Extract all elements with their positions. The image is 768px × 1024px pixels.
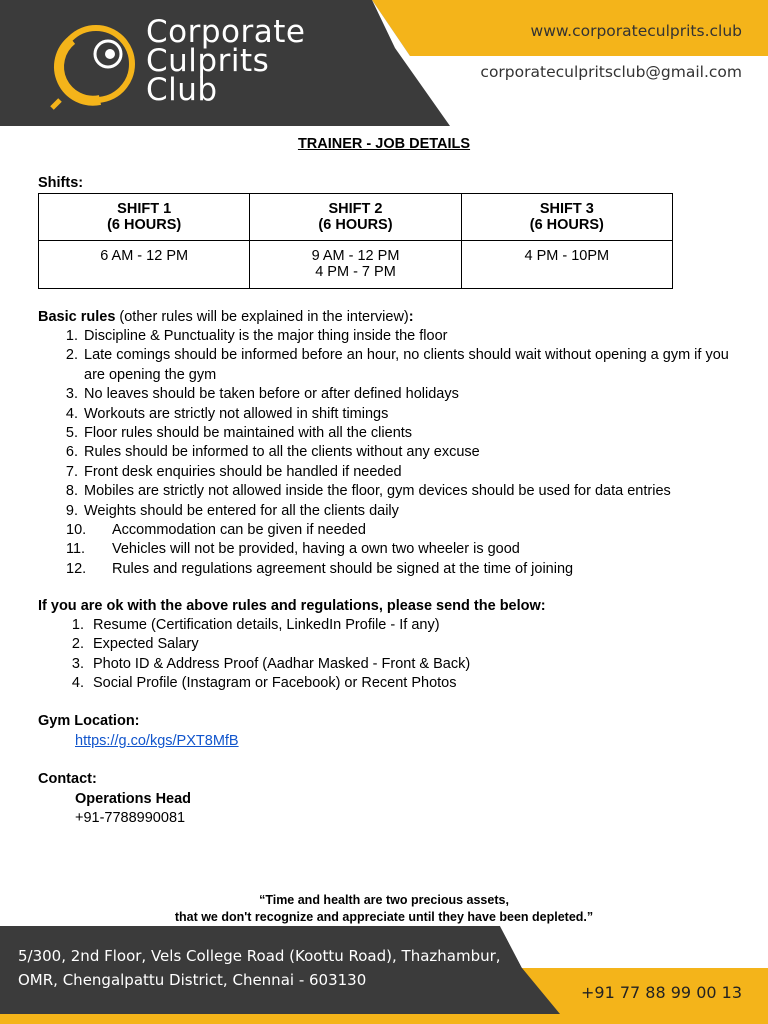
list-text: Rules and regulations agreement should be signed at the time of joining: [112, 560, 574, 577]
list-item: [62, 540, 752, 559]
list-text: Photo ID & Address Proof (Aadhar Masked - Front & Back): [93, 655, 471, 672]
list-number: 4.: [71, 675, 84, 692]
list-number: 9.: [65, 502, 78, 519]
list-number: 1.: [71, 617, 84, 633]
list-text: No leaves should be taken before or after defined holidays: [84, 386, 459, 403]
shift-time-cell: [461, 241, 672, 289]
list-text: Resume (Certification details, LinkedIn Profile - If any): [93, 617, 440, 633]
list-number: 6.: [65, 444, 78, 461]
list-text: Discipline & Punctuality is the major thing inside the floor: [84, 328, 448, 344]
quote-line-1: “Time and health are two precious assets,: [259, 893, 509, 907]
list-number: 4.: [65, 405, 78, 422]
list-number: 7.: [65, 463, 78, 480]
shifts-time-row: [39, 241, 673, 289]
quote-line-2: that we don't recognize and appreciate until they have been depleted.”: [174, 910, 594, 924]
shifts-label: Shifts:: [38, 175, 84, 191]
list-text: Mobiles are strictly not allowed inside the floor, gym devices should be used for data entries: [84, 483, 671, 500]
shift-name: SHIFT 1: [117, 201, 172, 217]
letterhead-footer: [0, 926, 768, 1024]
brand-line-1: Corporate: [146, 14, 306, 50]
list-number: 3.: [71, 655, 84, 672]
address-line-1: 5/300, 2nd Floor, Vels College Road (Koottu Road), Thazhambur,: [18, 947, 501, 965]
shift-header-cell: [250, 194, 461, 241]
basic-rules-heading-bold: Basic rules: [38, 309, 116, 325]
gym-location-label: Gym Location:: [38, 713, 140, 729]
address-line-2: OMR, Chengalpattu District, Chennai - 603130: [18, 971, 367, 989]
gym-location-link[interactable]: https://g.co/kgs/PXT8MfB: [75, 733, 239, 749]
shift-time: 4 PM - 10PM: [524, 248, 610, 264]
website-text: www.corporateculprits.club: [530, 22, 742, 40]
document-title: TRAINER - JOB DETAILS: [297, 136, 471, 152]
shifts-table: [38, 193, 673, 289]
list-text: Floor rules should be maintained with all the clients: [84, 425, 413, 442]
address-block: [18, 944, 501, 992]
list-text: Workouts are strictly not allowed in shift timings: [84, 405, 389, 422]
list-item: [62, 521, 752, 540]
list-item: [62, 346, 752, 385]
basic-rules-heading: [38, 309, 414, 325]
list-item: [62, 560, 752, 579]
list-number: 10.: [66, 522, 87, 539]
list-item: [62, 463, 752, 482]
shift-hours: (6 HOURS): [107, 217, 182, 233]
send-documents-heading: If you are ok with the above rules and regulations, please send the below:: [38, 598, 546, 614]
list-number: 12.: [66, 560, 87, 577]
list-number: 2.: [71, 636, 84, 653]
club-logo-icon: [48, 20, 138, 112]
brand-name: [146, 14, 306, 108]
shift-time: 9 AM - 12 PM: [311, 248, 400, 264]
list-item: [62, 443, 752, 462]
footer-phone: +91 77 88 99 00 13: [581, 983, 742, 1002]
contact-role: Operations Head: [75, 791, 192, 807]
list-text: Weights should be entered for all the clients daily: [84, 502, 399, 519]
shift-time-cell: [39, 241, 250, 289]
list-text: Accommodation can be given if needed: [112, 522, 366, 539]
send-documents-list: [68, 616, 668, 694]
list-item: [68, 616, 668, 635]
list-number: 5.: [65, 425, 78, 442]
contact-label: Contact:: [38, 771, 97, 787]
list-item: [62, 405, 752, 424]
shift-time: 6 AM - 12 PM: [100, 248, 189, 264]
brand-line-2: Culprits: [146, 43, 270, 79]
basic-rules-list: [62, 327, 752, 579]
list-text: Expected Salary: [93, 636, 199, 653]
list-number: 8.: [65, 483, 78, 500]
quote-block: [0, 892, 768, 926]
list-item: [62, 327, 752, 346]
list-number: 1.: [65, 328, 78, 344]
list-text: Social Profile (Instagram or Facebook) or Recent Photos: [93, 675, 457, 692]
shift-time-cell: [250, 241, 461, 289]
list-item: [62, 424, 752, 443]
list-text: Vehicles will not be provided, having a own two wheeler is good: [112, 541, 520, 558]
shifts-header-row: [39, 194, 673, 241]
list-number: 3.: [65, 386, 78, 403]
brand-line-3: Club: [146, 72, 218, 108]
list-text: Rules should be informed to all the clients without any excuse: [84, 444, 480, 461]
list-text: Front desk enquiries should be handled if needed: [84, 463, 402, 480]
shift-time: 4 PM - 7 PM: [315, 264, 396, 280]
list-text: Late comings should be informed before an hour, no clients should wait without opening a gym if you are opening the gym: [84, 347, 729, 383]
basic-rules-heading-note: (other rules will be explained in the interview): [115, 309, 409, 325]
shift-header-cell: [39, 194, 250, 241]
shift-name: SHIFT 2: [328, 201, 383, 217]
shift-hours: (6 HOURS): [529, 217, 604, 233]
list-item: [62, 385, 752, 404]
basic-rules-heading-colon: :: [408, 309, 414, 325]
list-item: [68, 674, 668, 693]
email-text: corporateculpritsclub@gmail.com: [480, 63, 742, 81]
list-number: 2.: [65, 347, 78, 364]
list-item: [62, 502, 752, 521]
list-item: [68, 635, 668, 654]
letterhead-header: [0, 0, 768, 126]
list-item: [62, 482, 752, 501]
shift-name: SHIFT 3: [539, 201, 594, 217]
list-item: [68, 655, 668, 674]
shift-hours: (6 HOURS): [318, 217, 393, 233]
shift-header-cell: [461, 194, 672, 241]
list-number: 11.: [66, 541, 86, 558]
contact-phone: +91-7788990081: [75, 810, 186, 826]
